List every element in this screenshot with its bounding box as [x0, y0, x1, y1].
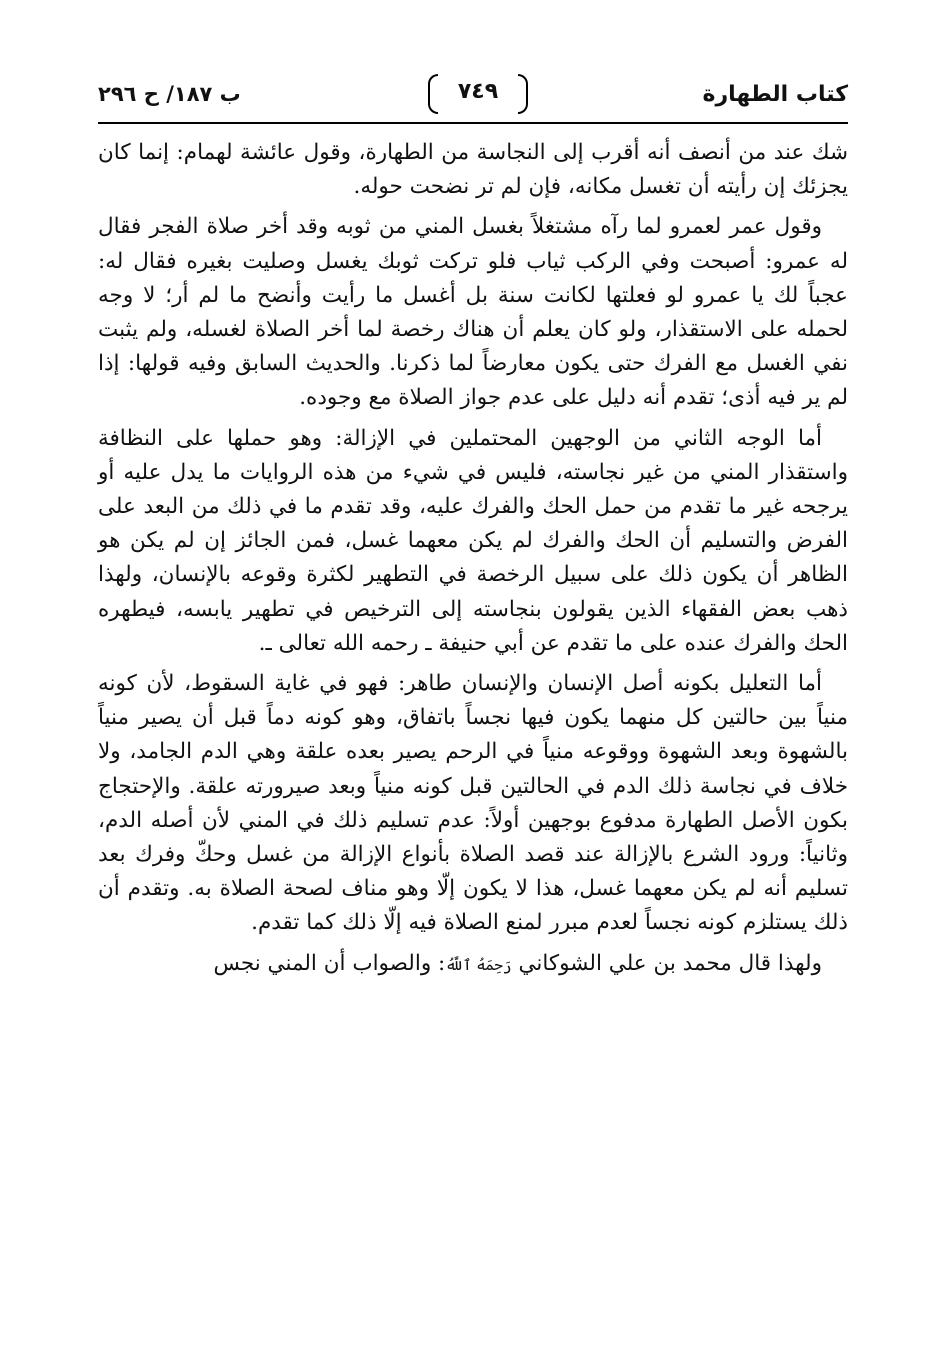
paragraph-5-end: : والصواب أن المني نجس: [213, 950, 446, 976]
paragraph-5: [98, 947, 848, 982]
honorific-glyph: رَحِمَهُ ٱللَّهُ: [445, 955, 512, 974]
paragraph-5-start: ولهذا قال محمد بن علي الشوكاني: [518, 950, 822, 976]
page-number: ٧٤٩: [428, 74, 528, 110]
paragraph-1: شك عند من أنصف أنه أقرب إلى النجاسة من الطهارة، وقول عائشة لهمام: إنما كان يجزئك إن رأيته أن تغسل مكانه، فإن لم تر نضحت حوله.: [98, 140, 848, 200]
paragraph-2: وقول عمر لعمرو لما رآه مشتغلاً بغسل المني من ثوبه وقد أخر صلاة الفجر فقال له عمرو: أصبحت وفي الركب ثياب فلو تركت ثوبك يغسل وصليت بغيره فقال له: عجباً لك يا عمرو لو فعلتها لكانت سنة بل أغسل ما رأيت وأنضح ما لم أر؛ لا وجه لحمله على الاستقذار، ولو كان يعلم أن هناك رخصة لما أخر الصلاة لغسله، ولم يثبت نفي الغسل مع الفرك حتى يكون معارضاً لما ذكرنا. والحديث السابق وفيه قولها: إذا لم ير فيه أذى؛ تقدم أنه دليل على عدم جواز الصلاة مع وجوده.: [98, 214, 848, 411]
paragraph-4: أما التعليل بكونه أصل الإنسان والإنسان طاهر: فهو في غاية السقوط، لأن كونه منياً بين حالتين كل منهما يكون فيها نجساً باتفاق، وهو كونه دماً قبل أن يصير منياً بالشهوة وبعد الشهوة ووقوعه منياً في الرحم يصير بعده علقة وهي الدم الجامد، ولا خلاف في نجاسة ذلك الدم في الحالتين قبل كونه منياً وبعد صيرورته علقة. والإحتجاج بكون الأصل الطهارة مدفوع بوجهين أولاً: عدم تسليم ذلك في المني لأن أصله الدم، وثانياً: ورود الشرع بالإزالة عند قصد الصلاة بأنواع الإزالة من غسل وحكّ وفرك بعد تسليم أنه لم يكن معهما غسل، هذا لا يكون إلّا وهو مناف لصحة الصلاة به. وتقدم أن ذلك يستلزم كونه نجساً لعدم مبرر لمنع الصلاة فيه إلّا ذلك كما تقدم.: [98, 671, 848, 936]
page-body: [98, 136, 848, 988]
chapter-reference: ب ١٨٧/ ح ٢٩٦: [98, 82, 241, 106]
book-title: كتاب الطهارة: [702, 82, 848, 107]
paragraph-3: أما الوجه الثاني من الوجهين المحتملين في الإزالة: وهو حملها على النظافة واستقذار المني من غير نجاسته، فليس في شيء من هذه الروايات ما يدل عليه أو يرجحه غير ما تقدم من حمل الحك والفرك عليه، وقد تقدم ما في ذلك من البعد على الفرض والتسليم أن الحك والفرك لم يكن معهما غسل، فمن الجائز إن لم يكن هو الظاهر أن يكون ذلك على سبيل الرخصة في التطهير لكثرة وقوعه بالإنسان، ولهذا ذهب بعض الفقهاء الذين يقولون بنجاسته إلى الترخيص في تطهير يابسه، فيطهره الحك والفرك عنده على ما تقدم عن أبي حنيفة ـ رحمه الله تعالى ـ.: [98, 425, 848, 656]
page-header: [98, 72, 848, 124]
